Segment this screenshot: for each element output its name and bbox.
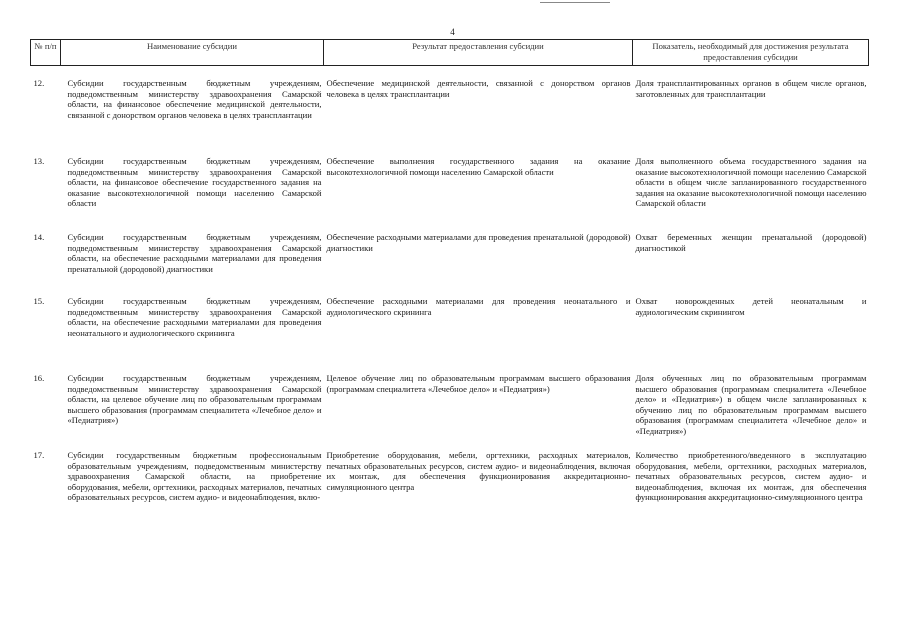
- row-result: Обеспечение выполнения государственного задания на оказание высокотехнологичной помощи населению Самарской области: [326, 156, 631, 177]
- table-row: [31, 156, 869, 232]
- header-result: Результат предоставления субсидии: [324, 40, 633, 66]
- row-name: Субсидии государственным бюджетным учреждениям, подведомственным министерству здравоохранения Самарской области, на финансовое обеспечение медицинской деятельности, связанной с донорством органов человека в целях трансплантации: [67, 78, 322, 120]
- row-indicator: Доля трансплантированных органов в общем числе органов, заготовленных для трансплантации: [635, 78, 867, 99]
- table-row: [31, 296, 869, 373]
- row-num: 12.: [33, 78, 45, 88]
- row-num: 17.: [33, 450, 45, 460]
- table-row: [31, 78, 869, 156]
- header-name: Наименование субсидии: [61, 40, 324, 66]
- row-name: Субсидии государственным бюджетным учреждениям, подведомственным министерству здравоохранения Самарской области, на обеспечение расходными материалами для проведения пренатальной (дородовой) диагностики: [67, 232, 322, 274]
- row-result: Целевое обучение лиц по образовательным программам высшего образования (программам специалитета «Лечебное дело» и «Педиатрия»): [326, 373, 631, 394]
- row-num: 15.: [33, 296, 45, 306]
- subsidy-table: [30, 39, 869, 536]
- row-result: Обеспечение расходными материалами для проведения пренатальной (дородовой) диагностики: [326, 232, 631, 253]
- page-number: 4: [450, 27, 455, 37]
- row-num: 13.: [33, 156, 45, 166]
- row-result: Обеспечение расходными материалами для проведения неонатального и аудиологического скрининга: [326, 296, 631, 317]
- row-indicator: Охват беременных женщин пренатальной (дородовой) диагностикой: [635, 232, 867, 253]
- row-name: Субсидии государственным бюджетным учреждениям, подведомственным министерству здравоохранения Самарской области, на целевое обучение лиц по образовательным программам высшего образования (программам специалитета «Лечебное дело» и «Педиатрия»): [67, 373, 322, 426]
- table-row: [31, 450, 869, 536]
- row-indicator: Охват новорожденных детей неонатальным и аудиологическим скринингом: [635, 296, 867, 317]
- row-result: Обеспечение медицинской деятельности, связанной с донорством органов человека в целях трансплантации: [326, 78, 631, 99]
- row-indicator: Доля выполненного объема государственного задания на оказание высокотехнологичной помощи населению Самарской области в общем числе запланированного государственного задания на оказание высокотехнологичной помощи населению Самарской области: [635, 156, 867, 209]
- table-row: [31, 373, 869, 450]
- row-num: 16.: [33, 373, 45, 383]
- top-rule: [540, 2, 610, 3]
- row-num: 14.: [33, 232, 45, 242]
- row-indicator: Количество приобретенного/введенного в эксплуатацию оборудования, мебели, оргтехники, расходных материалов, печатных образовательных ресурсов, систем аудио- и видеонаблюдения, включая их монтаж, для обеспечения функционирования аккредитационно-симуляционного центра: [635, 450, 867, 503]
- row-name: Субсидии государственным бюджетным профессиональным образовательным учреждениям, подведомственным министерству здравоохранения Самарской области, на приобретение оборудования, мебели, оргтехники, расходных материалов, печатных образовательных ресурсов, систем аудио- и видеонаблюдения, вклю-: [67, 450, 322, 503]
- row-indicator: Доля обученных лиц по образовательным программам высшего образования (программам специалитета «Лечебное дело» и «Педиатрия») в общем числе запланированных к обучению лиц по образовательным программам высшего образования (программам специалитета «Лечебное дело» и «Педиатрия»): [635, 373, 867, 436]
- header-indicator: Показатель, необходимый для достижения результата предоставления субсидии: [633, 40, 869, 66]
- row-name: Субсидии государственным бюджетным учреждениям, подведомственным министерству здравоохранения Самарской области, на обеспечение расходными материалами для проведения неонатального и аудиологического скрининга: [67, 296, 322, 338]
- header-num: № п/п: [31, 40, 61, 66]
- row-result: Приобретение оборудования, мебели, оргтехники, расходных материалов, печатных образовательных ресурсов, систем аудио- и видеонаблюдения, включая их монтаж, для обеспечения функционирования аккредитационно-симуляционного центра: [326, 450, 631, 492]
- table-header-row: [31, 40, 869, 66]
- row-name: Субсидии государственным бюджетным учреждениям, подведомственным министерству здравоохранения Самарской области, на финансовое обеспечение государственного задания на оказание высокотехнологичной помощи населению Самарской области: [67, 156, 322, 209]
- table-row: [31, 232, 869, 296]
